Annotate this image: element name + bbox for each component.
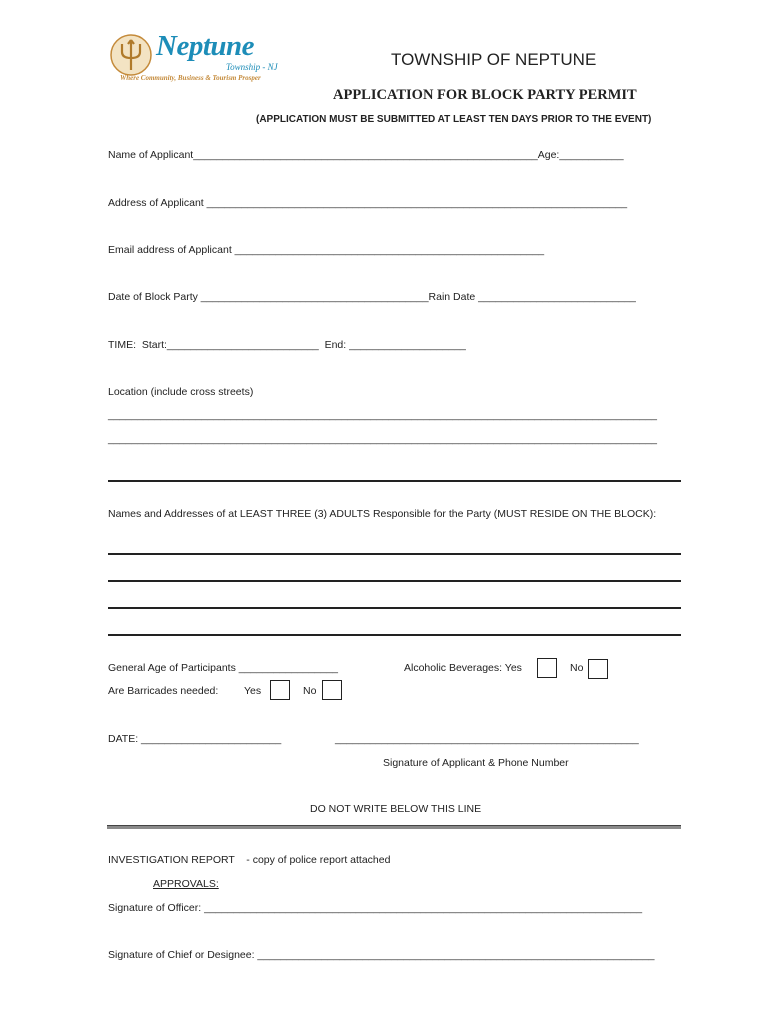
logo-subtitle: Township - NJ [226,62,278,72]
logo-tagline: Where Community, Business & Tourism Prosper [120,74,261,82]
responsible-adults-label: Names and Addresses of at LEAST THREE (3) ADULTS Responsible for the Party (MUST RESIDE ON THE BLOCK): [108,508,657,520]
location-label: Location (include cross streets) [108,386,254,398]
neptune-logo [108,28,298,88]
party-date-field[interactable]: Date of Block Party _______________________________________Rain Date ___________________________ [108,291,636,303]
general-age-field[interactable]: General Age of Participants _________________ [108,662,339,674]
applicant-name-field[interactable]: Name of Applicant___________________________________________________________Age:___________ [108,149,624,161]
submission-notice: (APPLICATION MUST BE SUBMITTED AT LEAST TEN DAYS PRIOR TO THE EVENT) [256,114,652,125]
date-field[interactable]: DATE: ________________________ [108,733,282,745]
applicant-address-field[interactable]: Address of Applicant ________________________________________________________________________ [108,197,628,209]
approvals-heading: APPROVALS: [153,878,219,890]
barricades-no-label: No [303,685,317,697]
trident-seal-icon [108,32,154,78]
location-line-1[interactable]: ______________________________________________________________________________________________ [108,409,657,421]
township-title: TOWNSHIP OF NEPTUNE [391,50,597,69]
alcohol-yes-checkbox[interactable] [537,658,557,678]
barricades-yes-label: Yes [244,685,262,697]
alcohol-no-label: No [570,662,584,674]
form-title: APPLICATION FOR BLOCK PARTY PERMIT [333,87,637,103]
location-line-3[interactable] [108,480,681,482]
adult-line-4[interactable] [108,634,681,636]
office-use-divider-label: DO NOT WRITE BELOW THIS LINE [310,803,482,815]
adult-line-1[interactable] [108,553,681,555]
signature-caption: Signature of Applicant & Phone Number [383,757,569,769]
barricades-no-checkbox[interactable] [322,680,342,700]
location-line-2[interactable]: ______________________________________________________________________________________________ [108,433,657,445]
investigation-report-label: INVESTIGATION REPORT - copy of police report attached [108,854,391,866]
applicant-signature-line[interactable]: ____________________________________________________ [335,733,639,745]
adult-line-3[interactable] [108,607,681,609]
logo-wordmark: Neptune [156,30,254,62]
alcohol-no-checkbox[interactable] [588,659,608,679]
officer-signature-field[interactable]: Signature of Officer: ___________________________________________________________________________ [108,902,643,914]
barricades-yes-checkbox[interactable] [270,680,290,700]
office-use-divider [107,825,681,829]
adult-line-2[interactable] [108,580,681,582]
barricades-label: Are Barricades needed: [108,685,219,697]
party-time-field[interactable]: TIME: Start:__________________________ End: ____________________ [108,339,466,351]
alcohol-label: Alcoholic Beverages: Yes [404,662,522,674]
applicant-email-field[interactable]: Email address of Applicant _____________________________________________________ [108,244,545,256]
chief-signature-field[interactable]: Signature of Chief or Designee: ____________________________________________________________________ [108,949,655,961]
